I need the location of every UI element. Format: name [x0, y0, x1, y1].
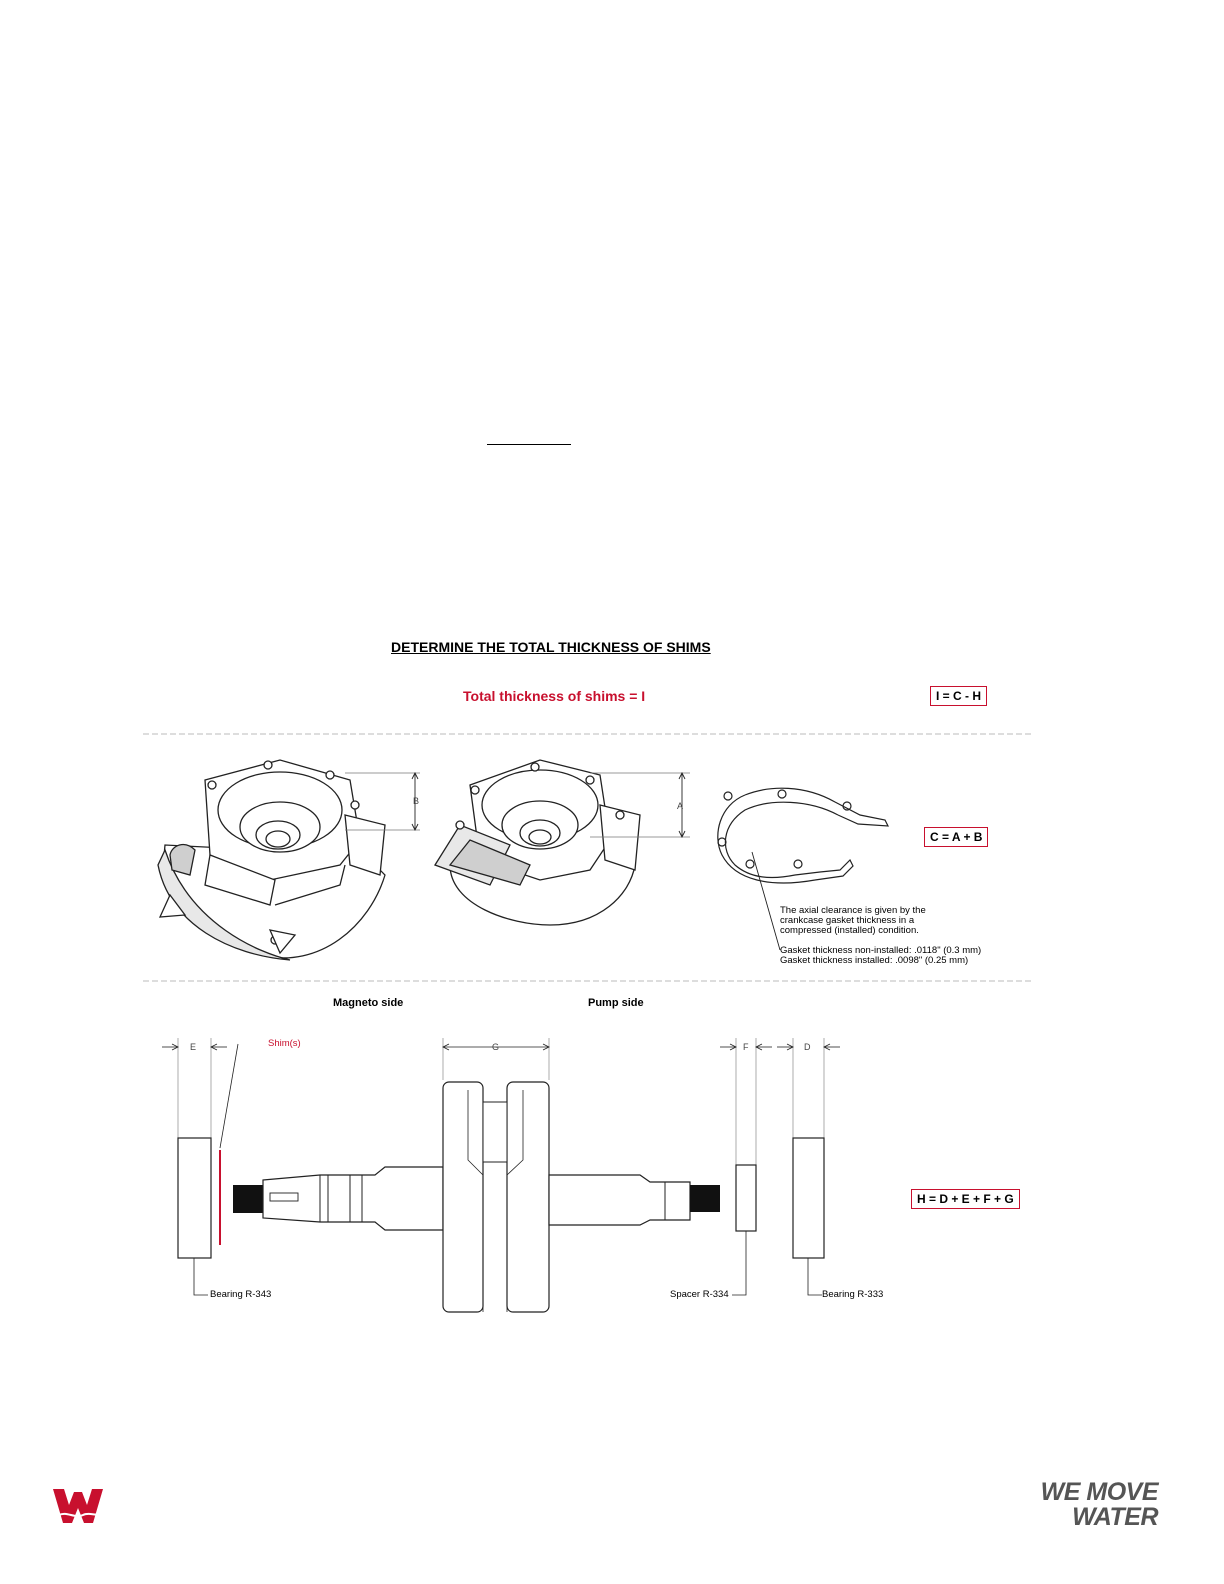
equation-i-box: I = C - H: [930, 686, 987, 706]
dim-g-label: G: [492, 1042, 500, 1052]
gasket-note-line3: compressed (installed) condition.: [780, 925, 919, 936]
equation-h-box: H = D + E + F + G: [911, 1189, 1020, 1209]
gasket-note: [780, 906, 981, 966]
bearing-r333-callout: Bearing R-333: [822, 1289, 884, 1300]
crankshaft-assembly-drawing: [150, 1030, 870, 1320]
gasket-note-line5: Gasket thickness installed: .0098" (0.25 mm): [780, 955, 969, 966]
gasket-note-line2: crankcase gasket thickness in a: [780, 915, 915, 926]
gasket-note-line4: Gasket thickness non-installed: .0118" (0.3 mm): [780, 945, 982, 956]
gasket-note-line1: The axial clearance is given by the: [780, 905, 926, 916]
w-wave-logo-icon: [53, 1489, 103, 1523]
dim-b-label: B: [413, 796, 420, 806]
equation-c-box: C = A + B: [924, 827, 988, 847]
slogan: [1041, 1480, 1158, 1530]
magneto-side-label: Magneto side: [333, 997, 404, 1009]
dim-d-label: D: [804, 1042, 811, 1052]
crankcase-pump-drawing: [430, 755, 700, 930]
dim-f-label: F: [743, 1042, 749, 1052]
crankcase-magneto-drawing: [150, 755, 430, 975]
dim-a-label: A: [677, 801, 684, 811]
bearing-r343-callout: Bearing R-343: [210, 1289, 272, 1300]
spacer-r334-callout: Spacer R-334: [670, 1289, 729, 1300]
slogan-line1: WE MOVE: [1040, 1478, 1158, 1506]
shims-formula-label: Total thickness of shims = I: [463, 688, 646, 704]
pump-side-label: Pump side: [588, 997, 644, 1009]
slogan-line2: WATER: [1072, 1503, 1158, 1531]
dim-e-label: E: [190, 1042, 197, 1052]
page-title: DETERMINE THE TOTAL THICKNESS OF SHIMS: [391, 639, 711, 655]
shims-callout: Shim(s): [268, 1038, 301, 1049]
